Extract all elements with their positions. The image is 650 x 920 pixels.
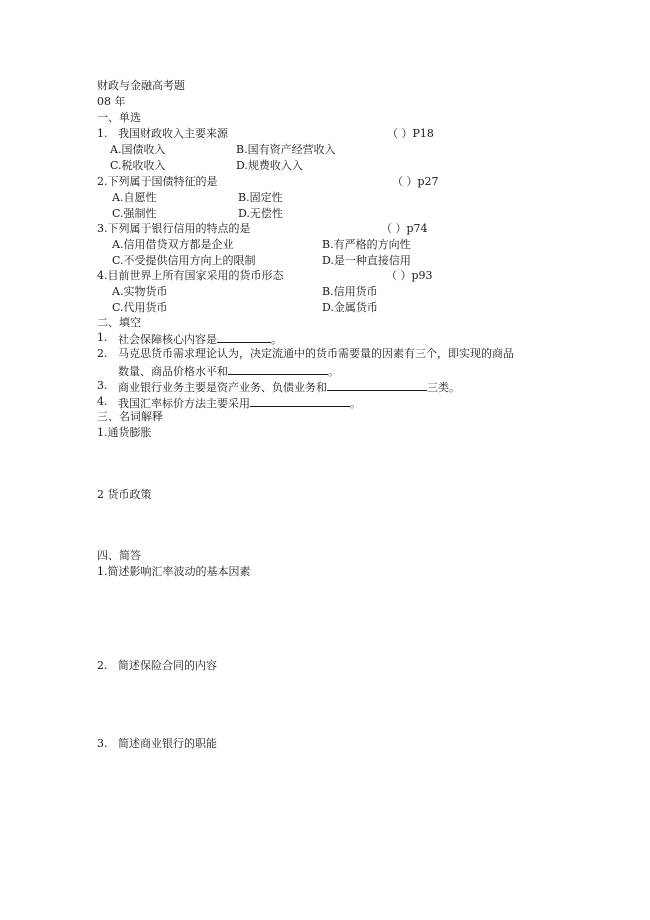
f2-end: 。 <box>328 365 339 378</box>
f2-text: 马克思货币需求理论认为，决定流通中的货币需要量的因素有三个，即实现的商品 <box>118 347 514 360</box>
short-answer-2: 简述保险合同的内容 <box>118 659 217 672</box>
q1-stem: 我国财政收入主要来源 <box>118 127 228 140</box>
year-label: 08 年 <box>97 95 126 108</box>
term-1: 1.通货膨胀 <box>97 426 152 439</box>
q4-option-d: D.金属货币 <box>322 301 378 314</box>
short-answer-1: 1.简述影响汇率波动的基本因素 <box>97 565 251 578</box>
q2-option-a: A.自愿性 <box>112 191 157 204</box>
q4-option-c: C.代用货币 <box>112 301 168 314</box>
q4-stem: 4.目前世界上所有国家采用的货币形态 <box>97 269 284 282</box>
q2-option-b: B.固定性 <box>238 191 283 204</box>
f1-blank <box>217 330 271 343</box>
q1-num: 1. <box>97 127 108 140</box>
q1-option-c: C.税收收入 <box>110 159 166 172</box>
term-2: 2 货币政策 <box>97 488 152 501</box>
q4-option-a: A.实物货币 <box>112 285 168 298</box>
q4-answer-paren: （ ）p93 <box>386 269 433 282</box>
short-answer-3: 简述商业银行的职能 <box>118 737 217 750</box>
q2-stem: 2.下列属于国债特征的是 <box>97 175 218 188</box>
f2-blank <box>228 362 328 375</box>
doc-title: 财政与金融高考题 <box>97 79 185 92</box>
f3-end: 三类。 <box>427 381 460 394</box>
f1-end: 。 <box>271 333 282 346</box>
section-heading-terms: 三、名词解释 <box>97 410 163 423</box>
q1-option-b: B.国有资产经营收入 <box>236 143 336 156</box>
section-heading-fill-blank: 二、填空 <box>97 316 141 329</box>
section-heading-single-choice: 一、单选 <box>97 111 141 124</box>
f1-num: 1. <box>97 331 108 344</box>
q3-option-c: C.不受提供信用方向上的限制 <box>112 254 256 267</box>
q2-option-d: D.无偿性 <box>238 207 283 220</box>
q3-option-a: A.信用借贷双方都是企业 <box>112 238 234 251</box>
q2-option-c: C.强制性 <box>112 207 157 220</box>
f1-text: 社会保障核心内容是 <box>118 333 217 346</box>
short-answer-3-num: 3. <box>97 737 108 750</box>
q4-option-b: B.信用货币 <box>322 285 378 298</box>
section-heading-short-answer: 四、简答 <box>97 549 141 562</box>
f2-num: 2. <box>97 347 108 360</box>
q1-answer-paren: （ ）P18 <box>387 127 434 140</box>
q1-option-d: D.规费收入入 <box>236 159 303 172</box>
f2-text2: 数量、商品价格水平和 <box>118 365 228 378</box>
f3-num: 3. <box>97 379 108 392</box>
f4-blank <box>250 394 350 407</box>
short-answer-2-num: 2. <box>97 659 108 672</box>
q3-stem: 3.下列属于银行信用的特点的是 <box>97 222 251 235</box>
f4-end: 。 <box>350 397 361 410</box>
f3-text: 商业银行业务主要是资产业务、负债业务和 <box>118 381 327 394</box>
f4-num: 4. <box>97 395 108 408</box>
q1-option-a: A.国债收入 <box>110 143 166 156</box>
q2-answer-paren: （ ）p27 <box>392 175 439 188</box>
f3-blank <box>327 378 427 391</box>
q3-option-b: B.有严格的方向性 <box>322 238 411 251</box>
q3-answer-paren: （ ）p74 <box>381 222 428 235</box>
f4-text: 我国汇率标价方法主要采用 <box>118 397 250 410</box>
q3-option-d: D.是一种直接信用 <box>322 254 411 267</box>
